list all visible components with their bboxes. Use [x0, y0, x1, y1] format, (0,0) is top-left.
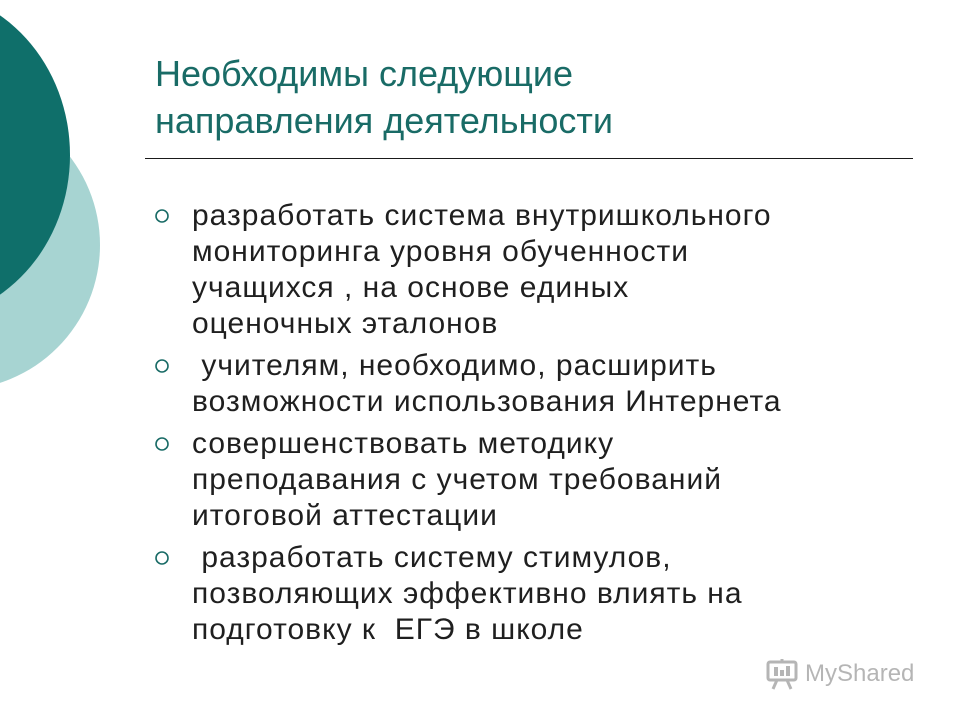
- slide-title: [155, 50, 915, 144]
- bullet-text-line: оценочных эталонов: [192, 307, 499, 340]
- title-divider: [145, 158, 913, 159]
- bullet-item: [152, 540, 912, 648]
- bullet-text-line: мониторинга уровня обученности: [192, 235, 689, 268]
- bullet-text-line: возможности использования Интернета: [192, 385, 782, 418]
- hollow-circle-icon: [154, 436, 170, 452]
- bullet-text-line: подготовку к ЕГЭ в школе: [192, 613, 584, 646]
- title-line: направления деятельности: [155, 100, 613, 141]
- presentation-board-icon: [765, 657, 799, 691]
- hollow-circle-icon: [154, 550, 170, 566]
- bullet-list: [152, 198, 912, 654]
- bullet-text-line: учащихся , на основе единых: [192, 271, 630, 304]
- bullet-item: [152, 348, 912, 420]
- hollow-circle-icon: [154, 358, 170, 374]
- title-line: Необходимы следующие: [155, 53, 574, 94]
- bullet-item: [152, 426, 912, 534]
- myshared-watermark: [765, 656, 914, 692]
- bullet-text-line: учителям, необходимо, расширить: [192, 349, 717, 382]
- bullet-item: [152, 198, 912, 342]
- bullet-text-line: разработать систему стимулов,: [192, 541, 672, 574]
- bullet-text-line: разработать система внутришкольного: [192, 199, 772, 232]
- hollow-circle-icon: [154, 208, 170, 224]
- bullet-text-line: совершенствовать методику: [192, 427, 615, 460]
- bullet-text-line: преподавания с учетом требований: [192, 463, 722, 496]
- bullet-text-line: позволяющих эффективно влиять на: [192, 577, 743, 610]
- watermark-text: MyShared: [805, 660, 915, 687]
- bullet-text-line: итоговой аттестации: [192, 499, 498, 532]
